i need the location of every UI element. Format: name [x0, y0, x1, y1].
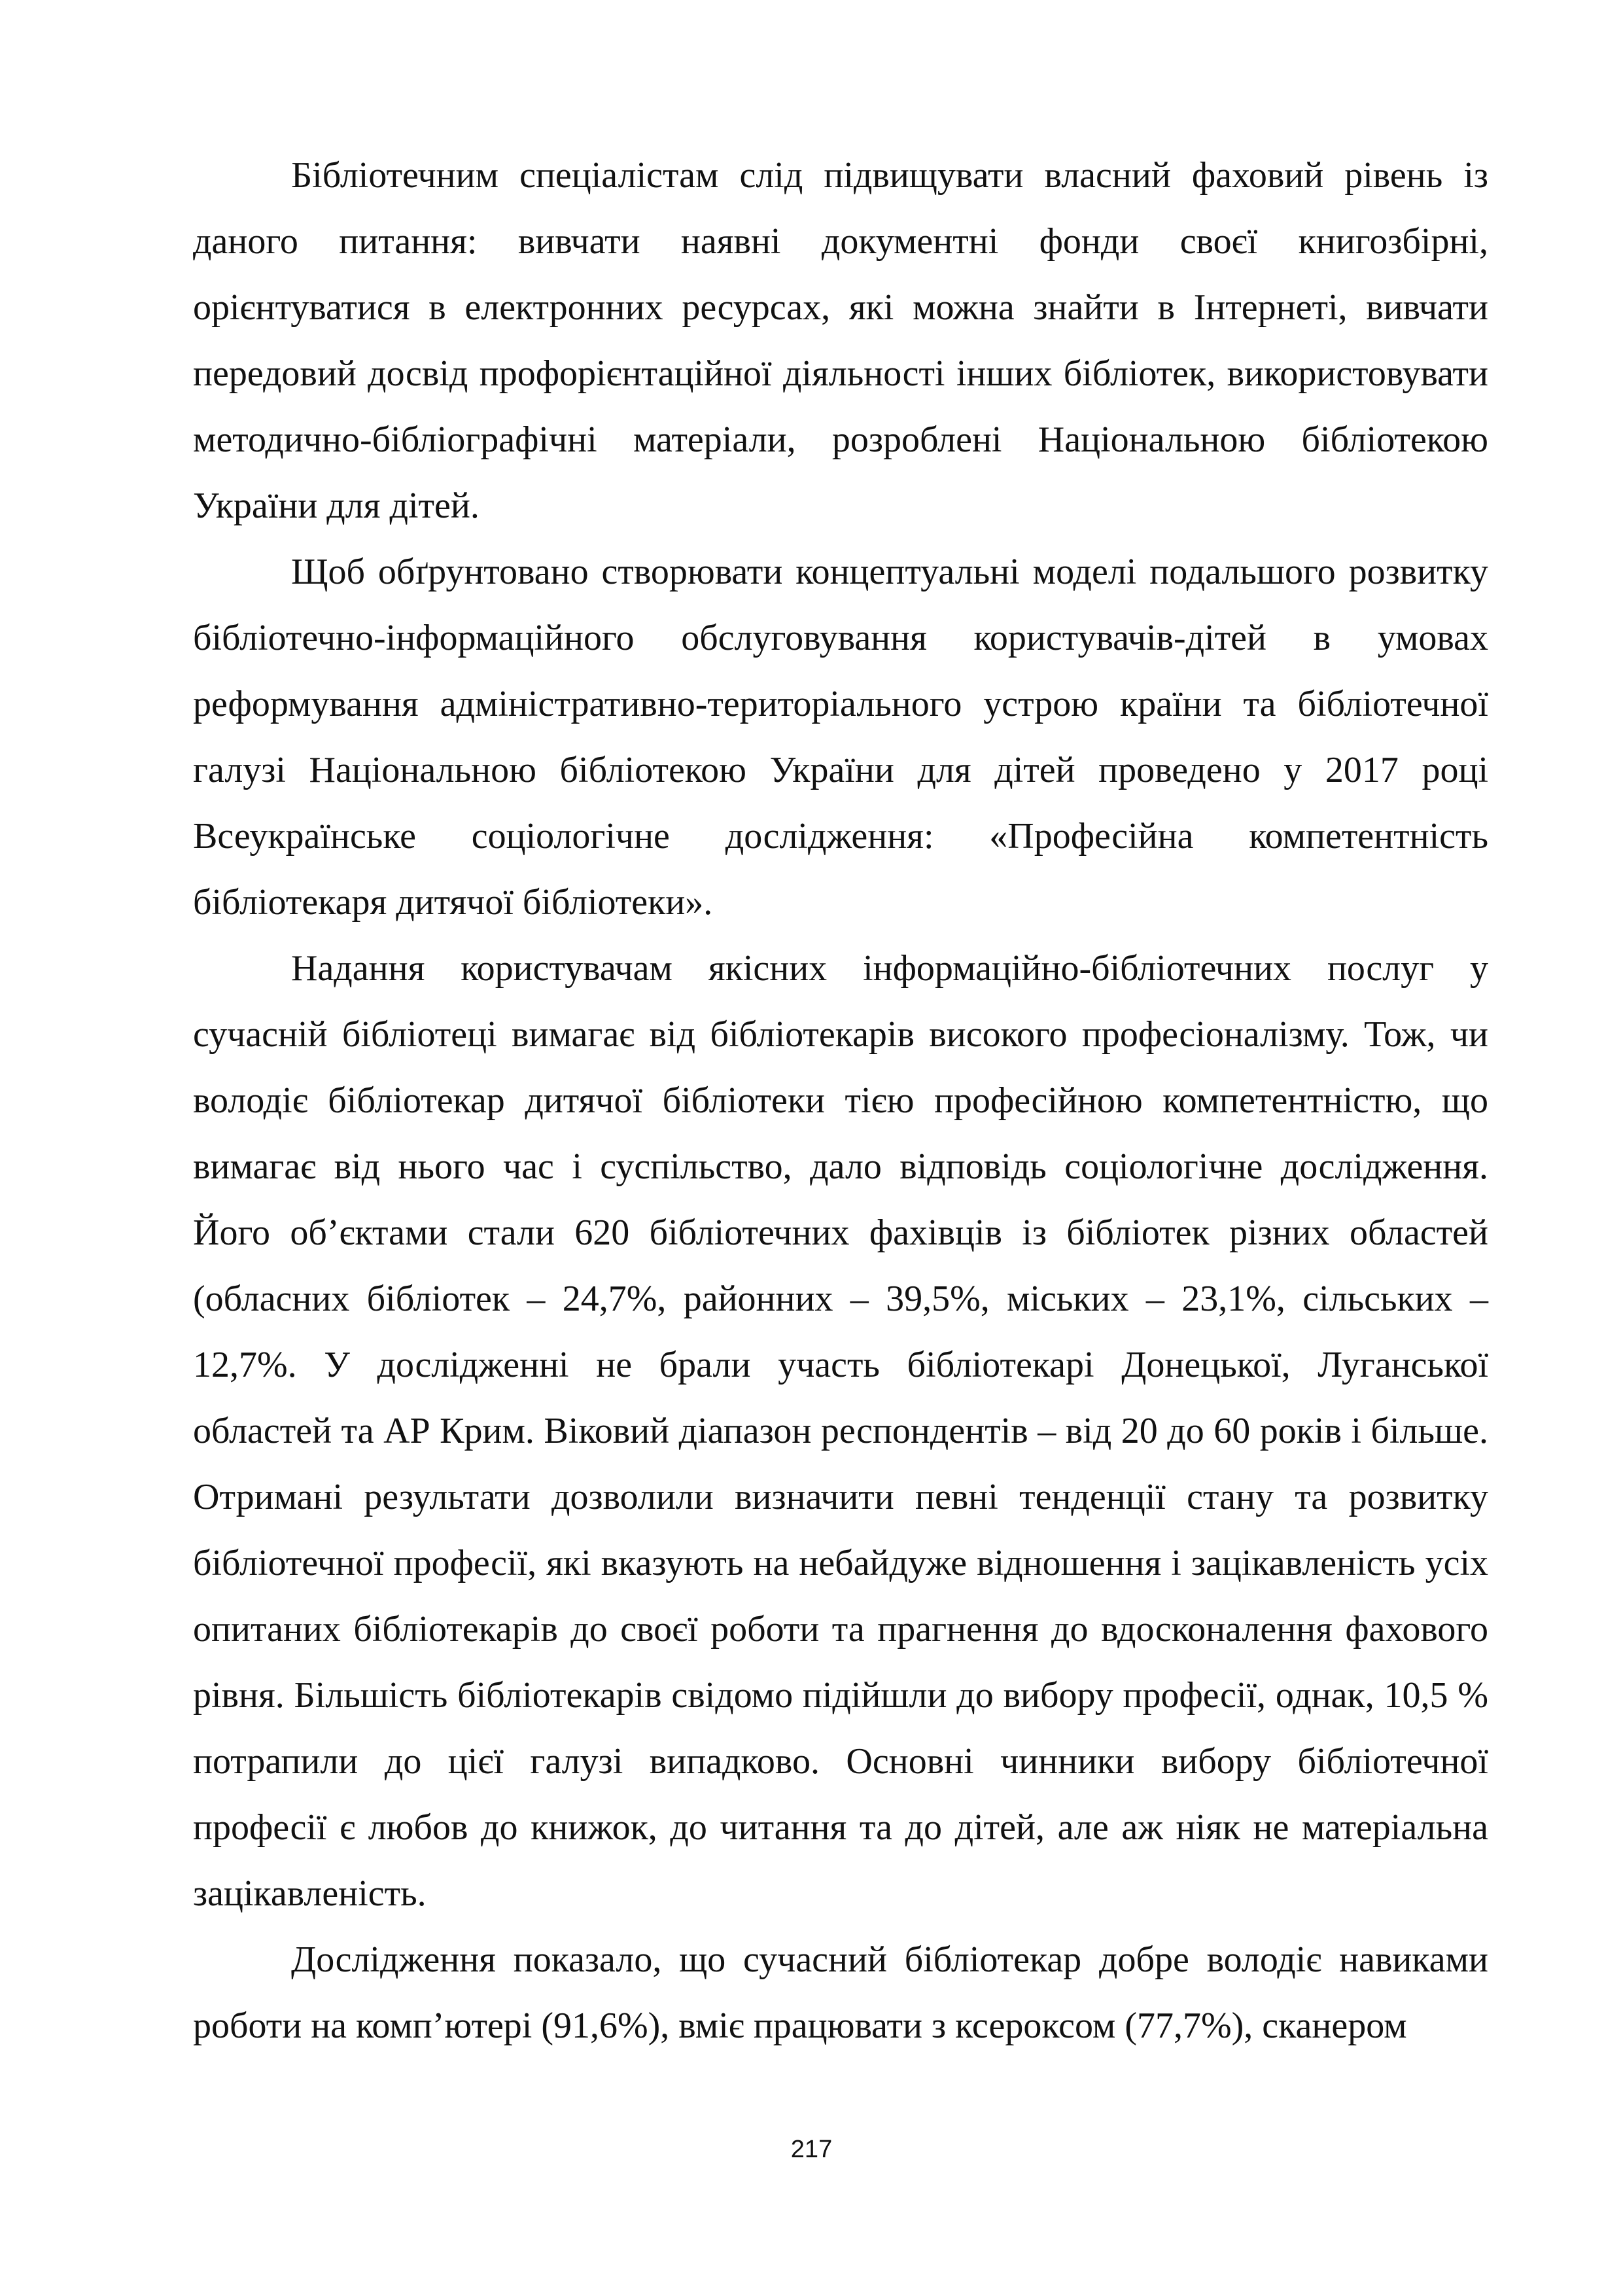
page-number: 217	[790, 2136, 833, 2163]
paragraph-2: Щоб обґрунтовано створювати концептуальні моделі подальшого розвитку бібліотечно-інформаційного обслуговування користувачів-дітей в умовах реформування адміністративно-територіального устрою країни та бібліотечної галузі Національною бібліотекою України для дітей проведено у 2017 році Всеукраїнське соціологічне дослідження: «Професійна компетентність бібліотекаря дитячої бібліотеки».	[193, 552, 1488, 923]
body-text	[193, 143, 1488, 2059]
paragraph-4: Дослідження показало, що сучасний бібліотекар добре володіє навиками роботи на комп’ютері (91,6%), вміє працювати з ксероксом (77,7%), сканером	[193, 1939, 1488, 2046]
paragraph-3: Надання користувачам якісних інформаційно-бібліотечних послуг у сучасній бібліотеці вимагає від бібліотекарів високого професіоналізму. Тож, чи володіє бібліотекар дитячої бібліотеки тією професійною компетентністю, що вимагає від нього час і суспільство, дало відповідь соціологічне дослідження. Його об’єктами стали 620 бібліотечних фахівців із бібліотек різних областей (обласних бібліотек – 24,7%, районних – 39,5%, міських – 23,1%, сільських – 12,7%. У дослідженні не брали участь бібліотекарі Донецької, Луганської областей та АР Крим. Віковий діапазон респондентів – від 20 до 60 років і більше. Отримані результати дозволили визначити певні тенденції стану та розвитку бібліотечної професії, які вказують на небайдуже відношення і зацікавленість усіх опитаних бібліотекарів до своєї роботи та прагнення до вдосконалення фахового рівня. Більшість бібліотекарів свідомо підійшли до вибору професії, однак, 10,5 % потрапили до цієї галузі випадково. Основні чинники вибору бібліотечної професії є любов до книжок, до читання та до дітей, але аж ніяк не матеріальна зацікавленість.	[193, 948, 1488, 1914]
paragraph-1: Бібліотечним спеціалістам слід підвищувати власний фаховий рівень із даного питання: вивчати наявні документні фонди своєї книгозбірні, орієнтуватися в електронних ресурсах, які можна знайти в Інтернеті, вивчати передовий досвід профорієнтаційної діяльності інших бібліотек, використовувати методично-бібліографічні матеріали, розроблені Національною бібліотекою України для дітей.	[193, 155, 1488, 526]
